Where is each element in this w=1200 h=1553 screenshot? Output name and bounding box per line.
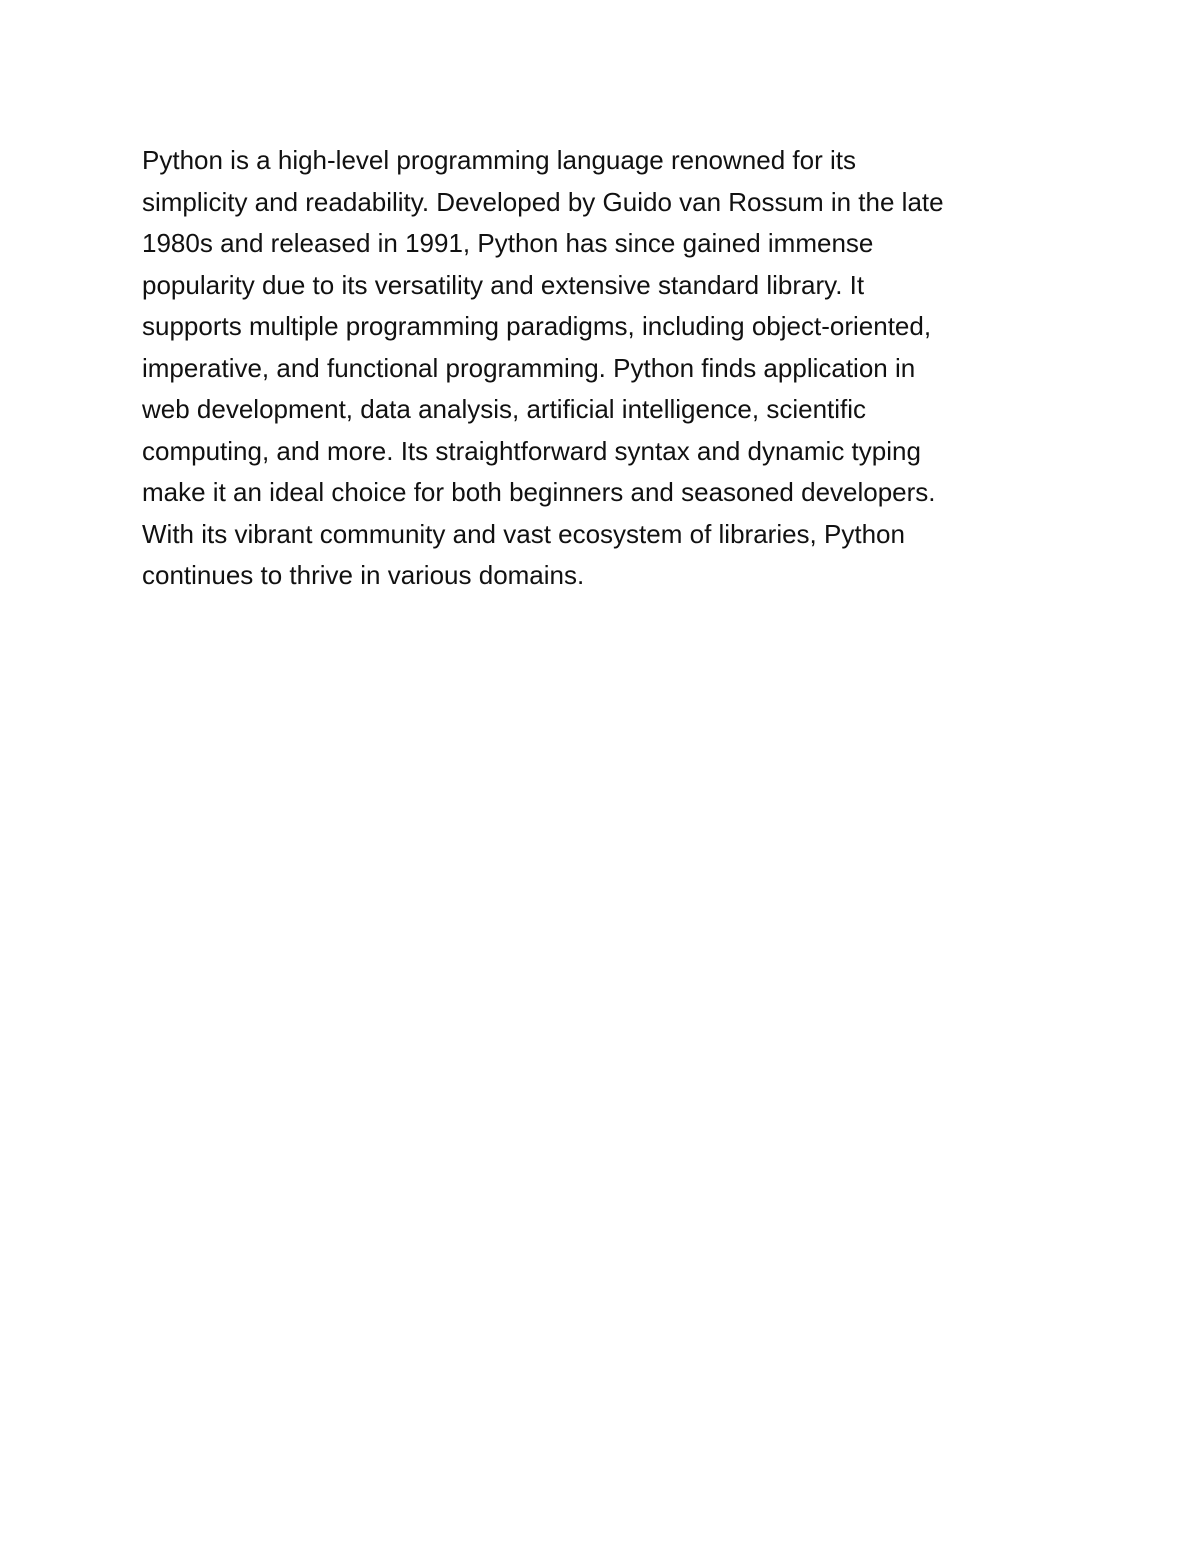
body-paragraph bbox=[142, 140, 1062, 597]
paragraph-line: simplicity and readability. Developed by Guido van Rossum in the late bbox=[142, 186, 944, 217]
paragraph-line: supports multiple programming paradigms, including object-oriented, bbox=[142, 311, 932, 341]
paragraph-line: computing, and more. Its straightforward syntax and dynamic typing bbox=[142, 435, 921, 466]
paragraph-line: imperative, and functional programming. Python finds application in bbox=[142, 352, 916, 383]
paragraph-line: Python is a high-level programming language renowned for its bbox=[142, 145, 856, 175]
paragraph-line: make it an ideal choice for both beginners and seasoned developers. bbox=[142, 477, 936, 507]
paragraph-line: 1980s and released in 1991, Python has since gained immense bbox=[142, 228, 874, 258]
paragraph-line: web development, data analysis, artificial intelligence, scientific bbox=[142, 394, 867, 424]
paragraph-line: continues to thrive in various domains. bbox=[142, 560, 585, 590]
paragraph-line: popularity due to its versatility and extensive standard library. It bbox=[142, 269, 865, 300]
paragraph-line: With its vibrant community and vast ecosystem of libraries, Python bbox=[142, 518, 905, 549]
